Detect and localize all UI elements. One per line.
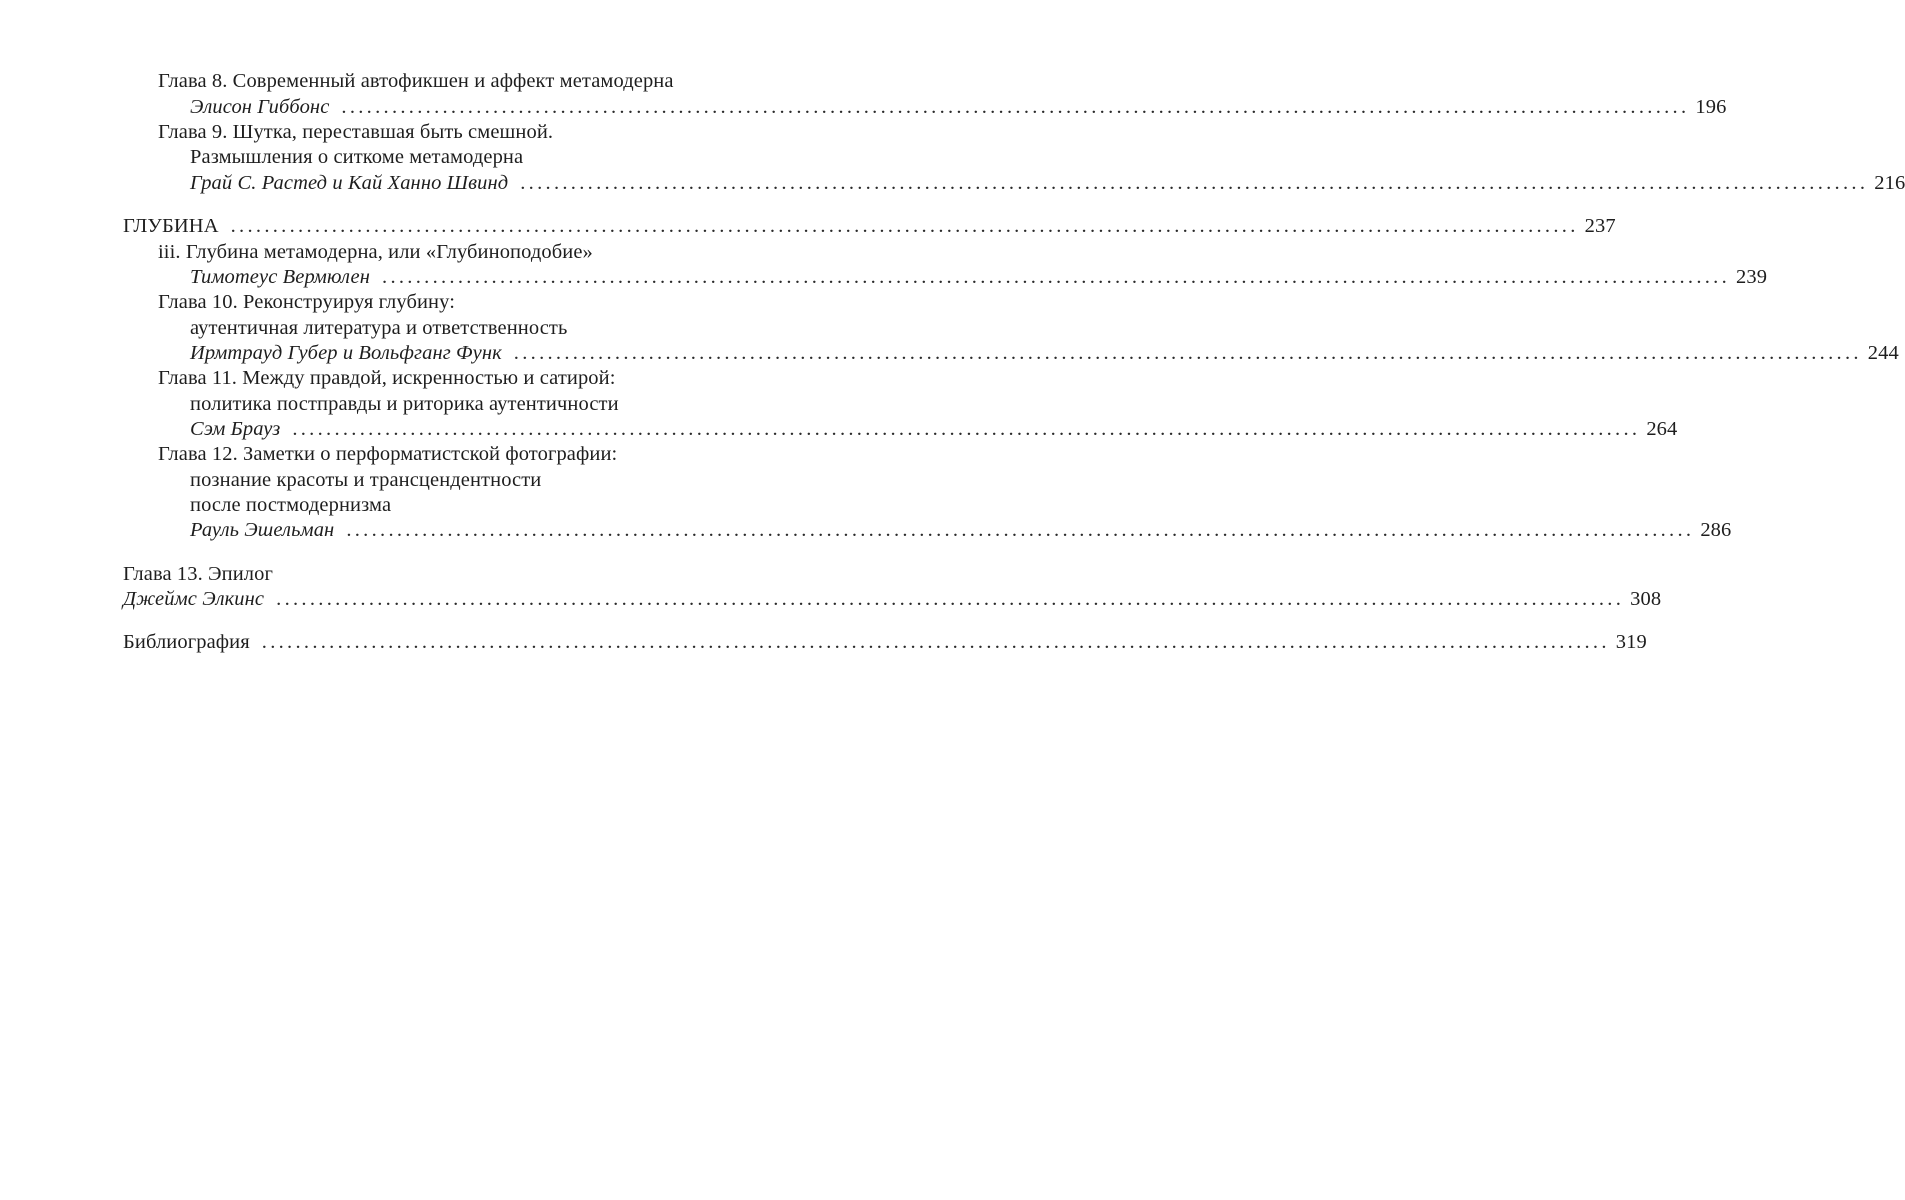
dot-leader: ................................................................................................................................................................: [230, 215, 1579, 237]
toc-chapter-10-author-line[interactable]: [190, 341, 1899, 365]
page-number: 319: [1615, 631, 1647, 653]
dot-leader: ................................................................................................................................................................: [513, 342, 1862, 364]
section-label: ГЛУБИНА: [123, 215, 219, 237]
toc-chapter-8-author-line[interactable]: [190, 95, 1727, 119]
toc-chapter-12-author-line[interactable]: [190, 518, 1732, 542]
page-number: 308: [1630, 588, 1662, 610]
page-number: 239: [1736, 266, 1768, 288]
toc-chapter-11-title[interactable]: Глава 11. Между правдой, искренностью и сатирой:: [158, 367, 616, 389]
toc-chapter-10-subtitle: аутентичная литература и ответственность: [190, 317, 568, 339]
toc-author: Тимотеус Вермюлен: [190, 266, 371, 288]
toc-intro-iii-title[interactable]: iii. Глубина метамодерна, или «Глубиноподобие»: [158, 241, 593, 263]
toc-author: Сэм Брауз: [190, 418, 281, 440]
section-label: Библиография: [123, 631, 250, 653]
page-number: 237: [1584, 215, 1616, 237]
page-number: 196: [1695, 96, 1727, 118]
toc-author: Рауль Эшельман: [190, 519, 335, 541]
dot-leader: ................................................................................................................................................................: [346, 519, 1695, 541]
toc-chapter-9-author-line[interactable]: [190, 171, 1905, 195]
toc-author: Элисон Гиббонс: [190, 96, 330, 118]
page-number: 286: [1700, 519, 1732, 541]
toc-chapter-9-subtitle: Размышления о ситкоме метамодерна: [190, 146, 524, 168]
toc-chapter-8-title[interactable]: Глава 8. Современный автофикшен и аффект метамодерна: [158, 70, 674, 92]
toc-author: Ирмтрауд Губер и Вольфганг Функ: [190, 342, 502, 364]
page-number: 264: [1646, 418, 1678, 440]
dot-leader: ................................................................................................................................................................: [261, 631, 1610, 653]
dot-leader: ................................................................................................................................................................: [341, 96, 1690, 118]
page-number: 244: [1867, 342, 1899, 364]
dot-leader: ................................................................................................................................................................: [276, 588, 1625, 610]
toc-chapter-11-subtitle: политика постправды и риторика аутентичности: [190, 393, 619, 415]
toc-chapter-13-author-line[interactable]: [123, 587, 1662, 611]
toc-section-depth[interactable]: [123, 214, 1616, 238]
dot-leader: ................................................................................................................................................................: [382, 266, 1731, 288]
toc-author: Грай С. Растед и Кай Ханно Швинд: [190, 172, 509, 194]
toc-intro-iii-author-line[interactable]: [190, 265, 1768, 289]
toc-chapter-10-title[interactable]: Глава 10. Реконструируя глубину:: [158, 291, 455, 313]
toc-chapter-12-subtitle-2: после постмодернизма: [190, 494, 392, 516]
dot-leader: ................................................................................................................................................................: [292, 418, 1641, 440]
dot-leader: ................................................................................................................................................................: [520, 172, 1869, 194]
toc-chapter-12-subtitle-1: познание красоты и трансцендентности: [190, 469, 542, 491]
toc-bibliography[interactable]: [123, 630, 1647, 654]
toc-chapter-12-title[interactable]: Глава 12. Заметки о перформатистской фотографии:: [158, 443, 618, 465]
toc-chapter-11-author-line[interactable]: [190, 417, 1678, 441]
toc-chapter-13-title[interactable]: Глава 13. Эпилог: [123, 563, 273, 585]
page-number: 216: [1874, 172, 1905, 194]
toc-chapter-9-title[interactable]: Глава 9. Шутка, переставшая быть смешной.: [158, 121, 554, 143]
toc-author: Джеймс Элкинс: [123, 588, 265, 610]
